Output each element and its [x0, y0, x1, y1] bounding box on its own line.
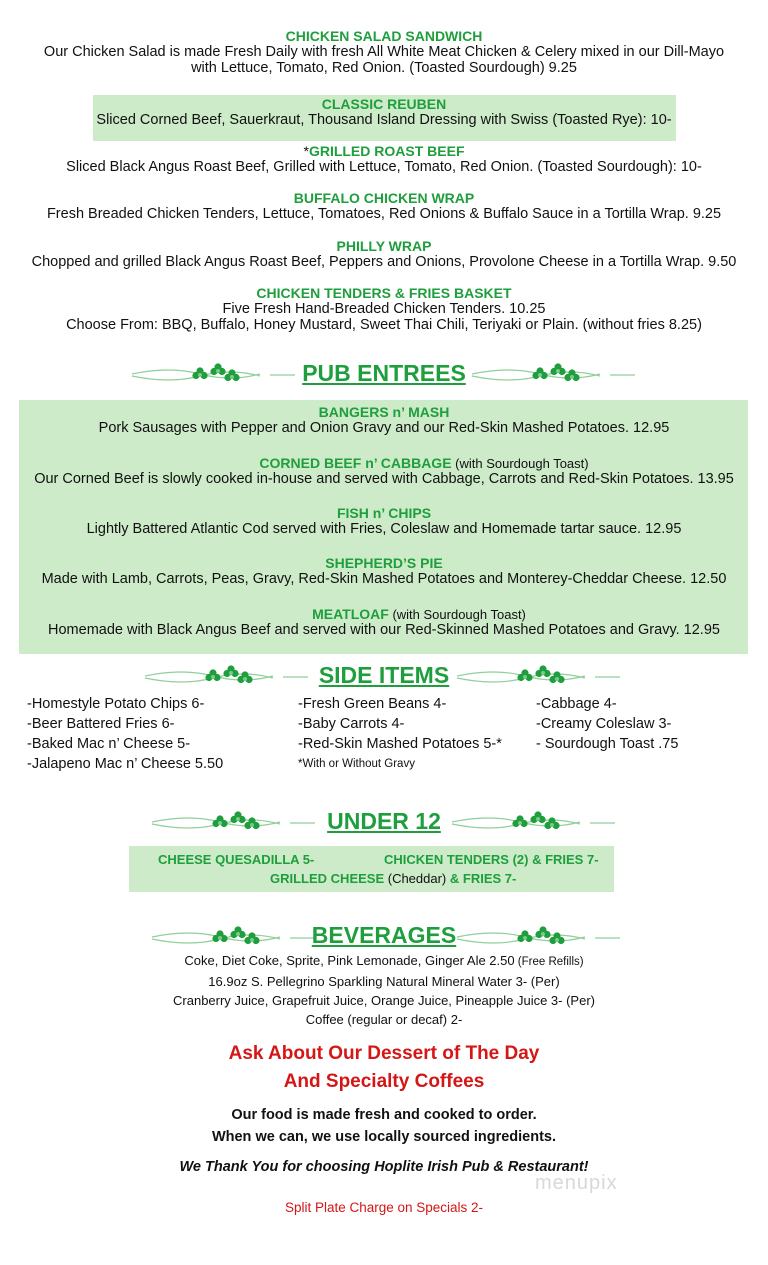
- item-name: CHICKEN SALAD SANDWICH: [285, 28, 483, 44]
- item-name: FISH n’ CHIPS: [336, 505, 432, 521]
- fresh-line: When we can, we use locally sourced ingredients.: [211, 1129, 557, 1145]
- shamrock-vine-icon: [455, 664, 625, 688]
- shamrock-vine-icon: [450, 810, 620, 834]
- side-item: -Homestyle Potato Chips 6-: [27, 696, 205, 712]
- section-title-under-12: UNDER 12: [327, 808, 441, 834]
- beverage-note: (Free Refills): [514, 956, 584, 968]
- beverage-line: Coffee (regular or decaf) 2-: [305, 1012, 463, 1027]
- menu-item-buffalo-wrap: [0, 190, 768, 222]
- item-name: GRILLED ROAST BEEF: [308, 143, 465, 159]
- side-item: -Jalapeno Mac n’ Cheese 5.50: [27, 756, 224, 772]
- kids-item-tenders: [384, 852, 599, 867]
- item-name: CHICKEN TENDERS (2) & FRIES: [384, 852, 584, 867]
- menu-item-shepherds-pie: [0, 555, 768, 587]
- item-name: PHILLY WRAP: [336, 238, 432, 254]
- item-name: CHEESE QUESADILLA: [158, 852, 300, 867]
- item-price: 7-: [501, 871, 517, 886]
- side-items-col-3: [536, 694, 678, 754]
- item-name: & FRIES: [449, 871, 502, 886]
- item-desc: Sliced Corned Beef, Sauerkraut, Thousand Island Dressing with Swiss (Toasted Rye): 10-: [96, 112, 672, 128]
- item-desc: Homemade with Black Angus Beef and served with our Red-Skinned Mashed Potatoes and Gravy. 12.95: [48, 622, 720, 638]
- dessert-line: And Specialty Coffees: [283, 1071, 485, 1092]
- side-item: -Cabbage 4-: [536, 696, 617, 712]
- item-price: 7-: [583, 852, 599, 867]
- item-desc: Choose From: BBQ, Buffalo, Honey Mustard, Sweet Thai Chili, Teriyaki or Plain. (without fries 8.25): [66, 317, 702, 333]
- thank-you: We Thank You for choosing Hoplite Irish Pub & Restaurant!: [179, 1159, 589, 1175]
- menu-item-fish-chips: [0, 505, 768, 537]
- side-item: - Sourdough Toast .75: [536, 736, 679, 752]
- item-desc: Chopped and grilled Black Angus Roast Beef, Peppers and Onions, Provolone Cheese in a Tortilla Wrap. 9.50: [31, 254, 737, 270]
- item-desc: Fresh Breaded Chicken Tenders, Lettuce, Tomatoes, Red Onions & Buffalo Sauce in a Tortilla Wrap. 9.25: [46, 206, 722, 222]
- menu-item-reuben: [0, 96, 768, 128]
- side-item-note: *With or Without Gravy: [298, 758, 415, 770]
- item-desc: Pork Sausages with Pepper and Onion Gravy and our Red-Skin Mashed Potatoes. 12.95: [98, 420, 670, 436]
- item-marker: *: [303, 143, 309, 159]
- item-name: BANGERS n’ MASH: [318, 404, 450, 420]
- item-name: MEATLOAF: [312, 606, 389, 622]
- item-desc: Lightly Battered Atlantic Cod served with Fries, Coleslaw and Homemade tartar sauce. 12.95: [86, 521, 682, 537]
- shamrock-vine-icon: [455, 925, 625, 949]
- section-title-side-items: SIDE ITEMS: [318, 662, 450, 688]
- side-item: -Creamy Coleslaw 3-: [536, 716, 672, 732]
- split-plate-note: Split Plate Charge on Specials 2-: [284, 1200, 484, 1215]
- side-item: -Fresh Green Beans 4-: [298, 696, 447, 712]
- menu-item-corned-beef: [0, 455, 768, 487]
- fresh-line: Our food is made fresh and cooked to order.: [231, 1107, 537, 1123]
- item-desc: Made with Lamb, Carrots, Peas, Gravy, Red-Skin Mashed Potatoes and Monterey-Cheddar Cheese. 12.50: [41, 571, 727, 587]
- item-name: BUFFALO CHICKEN WRAP: [293, 190, 475, 206]
- side-item: -Beer Battered Fries 6-: [27, 716, 175, 732]
- item-note: (Cheddar): [384, 871, 450, 886]
- item-name: CHICKEN TENDERS & FRIES BASKET: [256, 285, 512, 301]
- beverage-line: 16.9oz S. Pellegrino Sparkling Natural Mineral Water 3- (Per): [208, 974, 560, 989]
- shamrock-vine-icon: [470, 362, 640, 386]
- side-item: -Red-Skin Mashed Potatoes 5-*: [298, 736, 502, 752]
- section-title-pub-entrees: PUB ENTREES: [302, 360, 466, 386]
- menu-item-philly-wrap: [0, 238, 768, 270]
- beverage-line: Cranberry Juice, Grapefruit Juice, Orange Juice, Pineapple Juice 3- (Per): [173, 993, 595, 1008]
- beverages-list: [0, 951, 768, 1029]
- dessert-line: Ask About Our Dessert of The Day: [228, 1043, 540, 1064]
- item-name: CORNED BEEF n’ CABBAGE: [259, 455, 452, 471]
- item-price: 5-: [299, 852, 315, 867]
- side-item: -Baby Carrots 4-: [298, 716, 405, 732]
- fresh-note: [0, 1104, 768, 1148]
- item-name: GRILLED CHEESE: [270, 871, 385, 886]
- kids-item-grilled-cheese: [270, 871, 516, 886]
- item-desc: Our Chicken Salad is made Fresh Daily with fresh All White Meat Chicken & Celery mixed in our Dill-Mayo: [43, 44, 725, 60]
- menu-item-bangers: [0, 404, 768, 436]
- item-desc: Our Corned Beef is slowly cooked in-house and served with Cabbage, Carrots and Red-Skin Potatoes. 13.95: [34, 471, 734, 487]
- menu-item-meatloaf: [0, 606, 768, 638]
- menu-item-chicken-salad: [0, 28, 768, 76]
- item-note: (with Sourdough Toast): [388, 607, 526, 622]
- section-title-beverages: BEVERAGES: [311, 922, 457, 948]
- side-item: -Baked Mac n’ Cheese 5-: [27, 736, 191, 752]
- beverage-line: Coke, Diet Coke, Sprite, Pink Lemonade, Ginger Ale 2.50: [184, 953, 515, 968]
- side-items-col-1: [27, 694, 223, 774]
- dessert-note: [0, 1040, 768, 1096]
- item-name: SHEPHERD’S PIE: [325, 555, 443, 571]
- kids-item-quesadilla: [158, 852, 314, 867]
- item-name: CLASSIC REUBEN: [321, 96, 447, 112]
- menu-item-roast-beef: [0, 143, 768, 175]
- side-items-col-2: [298, 694, 502, 774]
- item-desc: Five Fresh Hand-Breaded Chicken Tenders. 10.25: [222, 301, 546, 317]
- item-desc: Sliced Black Angus Roast Beef, Grilled with Lettuce, Tomato, Red Onion. (Toasted Sourdough): 10-: [66, 159, 702, 175]
- watermark: menupix: [535, 1172, 618, 1194]
- item-note: (with Sourdough Toast): [451, 456, 589, 471]
- menu-item-tenders-basket: [0, 285, 768, 333]
- item-desc: with Lettuce, Tomato, Red Onion. (Toasted Sourdough) 9.25: [191, 60, 577, 76]
